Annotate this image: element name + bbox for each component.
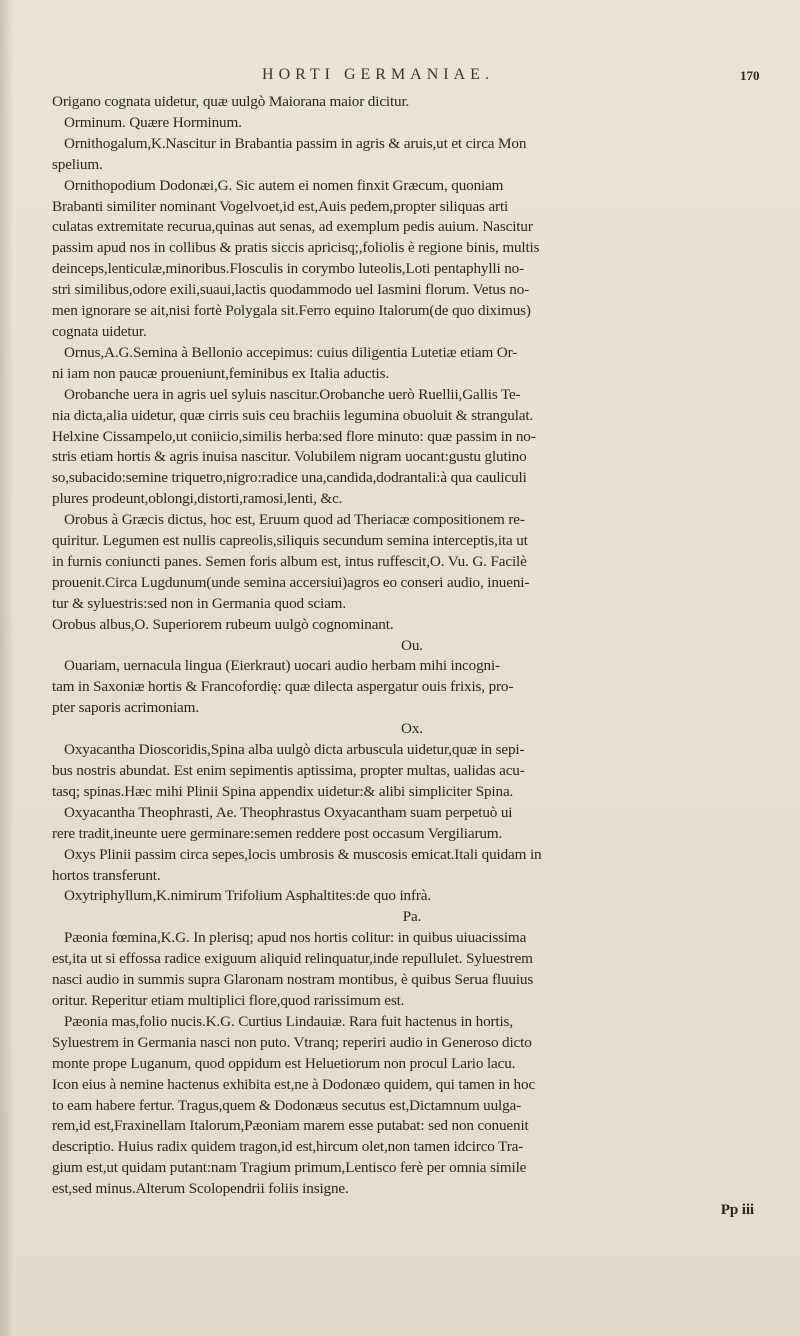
- text-line: nia dicta,alia uidetur, quæ cirris suis ceu brachiis legumina obuoluit & strangulat.: [52, 406, 534, 424]
- text-line: deinceps,lenticulæ,minoribus.Flosculis in corymbo luteolis,Loti pentaphylli no-: [52, 260, 524, 278]
- text-line: Orminum. Quære Horminum.: [64, 113, 242, 131]
- text-line: Origano cognata uidetur, quæ uulgò Maiorana maior dicitur.: [52, 93, 410, 110]
- page-number: 170: [740, 68, 760, 83]
- text-line: Oxyacantha Dioscoridis,Spina alba uulgò dicta arbuscula uidetur,quæ in sepi-: [64, 741, 525, 759]
- text-line: stri similibus,odore exili,suaui,lactis quodammodo uel Iasmini florum. Vetus no-: [52, 281, 530, 299]
- body-text: [52, 92, 772, 1221]
- text-line: pter saporis acrimoniam.: [52, 699, 199, 717]
- text-line: Orobus à Græcis dictus, hoc est, Eruum quod ad Theriacæ compositionem re-: [64, 511, 525, 529]
- text-line: rem,id est,Fraxinellam Italorum,Pæoniam marem esse putabat: sed non conuenit: [52, 1117, 529, 1135]
- text-line: Icon eius à nemine hactenus exhibita est,ne à Dodonæo quidem, qui tamen in hoc: [52, 1075, 536, 1093]
- text-line: Pæonia mas,folio nucis.K.G. Curtius Lindauiæ. Rara fuit hactenus in hortis,: [64, 1012, 513, 1030]
- text-line: so,subacido:semine triquetro,nigro:radice una,candida,dodrantali:à qua cauliculi: [52, 469, 527, 487]
- text-line: oritur. Reperitur etiam multiplici flore,quod rarissimum est.: [52, 991, 405, 1009]
- section-heading: Ou.: [401, 636, 423, 654]
- text-line: bus nostris abundat. Est enim sepimentis aptissima, propter multas, ualidas acu-: [52, 762, 525, 779]
- text-line: descriptio. Huius radix quidem tragon,id est,hircum olet,non tamen idcirco Tra-: [52, 1138, 524, 1156]
- text-line: monte prope Luganum, quod oppidum est Heluetiorum non procul Lario lacu.: [52, 1054, 516, 1072]
- text-line: Orobanche uera in agris uel syluis nascitur.Orobanche uerò Ruellii,Gallis Te-: [64, 385, 521, 403]
- text-line: gium est,ut quidam putant:nam Tragium primum,Lentisco ferè per omnia simile: [52, 1159, 527, 1177]
- text-line: Ouariam, uernacula lingua (Eierkraut) uocari audio herbam mihi incogni-: [64, 657, 500, 675]
- text-line: men ignorare se ait,nisi fortè Polygala sit.Ferro equino Italorum(de quo diximus): [52, 302, 531, 320]
- section-heading: Pa.: [402, 908, 422, 926]
- text-line: prouenit.Circa Lugdunum(unde semina accersiui)agros eo conseri audio, inueni-: [52, 573, 530, 591]
- text-line: stris etiam hortis & agris inuisa nascitur. Volubilem nigram uocant:gustu glutino: [52, 448, 527, 466]
- text-line: Syluestrem in Germania nasci non puto. Vtranq; reperiri audio in Generoso dicto: [52, 1033, 532, 1051]
- page-header: [0, 66, 800, 90]
- running-head: HORTI GERMANIAE.: [262, 66, 494, 83]
- text-line: passim apud nos in collibus & pratis siccis apricisq;,foliolis è regione binis, multis: [52, 239, 540, 257]
- text-line: ni iam non paucæ proueniunt,feminibus ex Italia aductis.: [52, 364, 390, 382]
- text-line: tasq; spinas.Hæc mihi Plinii Spina appendix uidetur:& alibi simpliciter Spina.: [52, 782, 514, 800]
- section-heading: Ox.: [401, 720, 423, 738]
- text-line: est,sed minus.Alterum Scolopendrii foliis insigne.: [52, 1180, 349, 1198]
- text-line: tur & syluestris:sed non in Germania quod sciam.: [52, 594, 346, 612]
- text-line: quiritur. Legumen est nullis capreolis,siliquis secundum semina interceptis,ita ut: [52, 532, 528, 550]
- text-line: Ornithopodium Dodonæi,G. Sic autem ei nomen finxit Græcum, quoniam: [64, 176, 504, 194]
- text-line: Oxys Plinii passim circa sepes,locis umbrosis & muscosis emicat.Itali quidam in: [64, 845, 542, 863]
- text-line: Pæonia fœmina,K.G. In plerisq; apud nos hortis colitur: in quibus uiuacissima: [64, 929, 527, 947]
- text-line: est,ita ut si effossa radice exiguum aliquid relinquatur,inde repullulet. Syluestrem: [52, 950, 533, 968]
- text-line: in furnis coniuncti panes. Semen foris album est, intus ruffescit,O. Vu. G. Facilè: [52, 552, 527, 570]
- text-line: tam in Saxoniæ hortis & Francofordię: quæ dilecta aspergatur ouis frixis, pro-: [52, 678, 514, 696]
- text-line: Ornus,A.G.Semina à Bellonio accepimus: cuius diligentia Lutetiæ etiam Or-: [64, 343, 518, 361]
- text-line: hortos transferunt.: [52, 866, 161, 884]
- text-line: cognata uidetur.: [52, 322, 147, 340]
- text-line: Oxytriphyllum,K.nimirum Trifolium Asphaltites:de quo infrà.: [64, 887, 432, 905]
- signature-mark: Pp iii: [720, 1201, 754, 1219]
- text-line: Brabanti similiter nominant Vogelvoet,id est,Auis pedem,propter siliquas arti: [52, 197, 509, 215]
- text-line: plures prodeunt,oblongi,distorti,ramosi,lenti, &c.: [52, 490, 343, 508]
- text-line: culatas extremitate recurua,quinas aut senas, ad exemplum pedis auium. Nascitur: [52, 218, 533, 236]
- page-gutter-shadow: [0, 0, 14, 1336]
- text-line: spelium.: [52, 155, 103, 173]
- text-line: Helxine Cissampelo,ut coniicio,similis herba:sed flore minuto: quæ passim in no-: [52, 427, 536, 445]
- text-line: nasci audio in summis supra Glaronam nostram montibus, è quibus Serua fluuius: [52, 971, 534, 989]
- text-line: Orobus albus,O. Superiorem rubeum uulgò cognominant.: [52, 615, 394, 633]
- text-line: to eam habere fertur. Tragus,quem & Dodonæus secutus est,Dictamnum uulga-: [52, 1096, 522, 1114]
- text-line: Oxyacantha Theophrasti, Ae. Theophrastus Oxyacantham suam perpetuò ui: [64, 803, 513, 821]
- text-line: Ornithogalum,K.Nascitur in Brabantia passim in agris & aruis,ut et circa Mon: [64, 134, 527, 152]
- text-line: rere tradit,ineunte uere germinare:semen reddere post occasum Vergiliarum.: [52, 824, 503, 842]
